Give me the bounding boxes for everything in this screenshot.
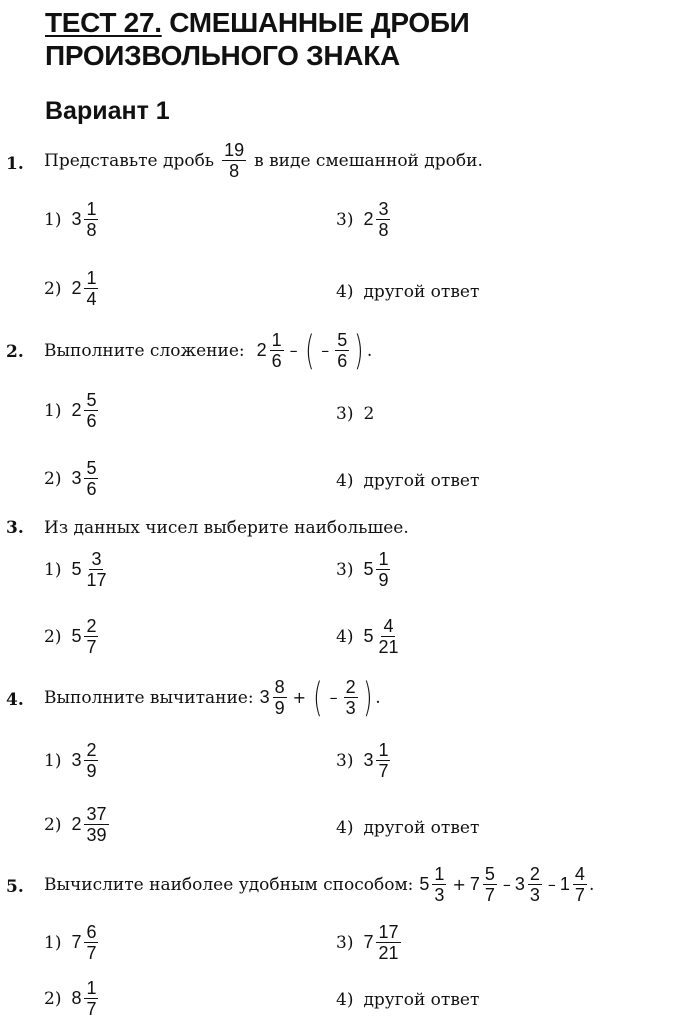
question-5-text: Вычислите наиболее удобным способом: 5 $\frac{1}{3}$ + 7 $\frac{5}{7}$ – 3 $\frac{2}{3}$ – 1 $\frac{4}{7}$ . [44, 864, 595, 905]
q3-option-2[interactable]: 2) 5 $\frac{2}{7}$ [44, 616, 97, 657]
q4-option-3[interactable]: 3) 3 $\frac{1}{7}$ [336, 740, 389, 781]
q5-text-1: Вычислите наиболее удобным способом: [44, 874, 414, 895]
option-fraction: $\frac{1}{4}$ [86, 268, 97, 309]
question-1-number: 1. [6, 154, 24, 174]
q1-option-1[interactable]: 1) 3 $\frac{1}{8}$ [44, 199, 97, 240]
q5-option-1[interactable]: 1) 7 $\frac{6}{7}$ [44, 922, 97, 963]
option-fraction: $\frac{2}{9}$ [86, 740, 97, 781]
q5-option-2[interactable]: 2) 8 $\frac{1}{7}$ [44, 978, 97, 1019]
question-4-number: 4. [6, 690, 24, 710]
option-fraction: $\frac{17}{21}$ [378, 922, 399, 963]
q5-option-4[interactable]: 4) другой ответ [336, 990, 480, 1010]
title-line-1 [45, 6, 470, 39]
question-1-text [44, 140, 483, 181]
q1-option-2[interactable]: 2) 2 $\frac{1}{4}$ [44, 268, 97, 309]
title-text: СМЕШАННЫЕ ДРОБИ [161, 7, 470, 38]
q1-option-3[interactable]: 3) 2 $\frac{3}{8}$ [336, 199, 389, 240]
option-fraction: $\frac{1}{8}$ [86, 199, 97, 240]
q3-option-4[interactable]: 4) 5 $\frac{4}{21}$ [336, 616, 399, 657]
option-fraction: $\frac{1}{7}$ [378, 740, 389, 781]
q1-fraction: $\frac{19}{8}$ [224, 140, 245, 181]
option-fraction: $\frac{1}{9}$ [378, 549, 389, 590]
q2-option-1[interactable]: 1) 2 $\frac{5}{6}$ [44, 390, 97, 431]
question-2-number: 2. [6, 342, 24, 362]
option-fraction: $\frac{5}{6}$ [86, 458, 97, 499]
title-line-2: ПРОИЗВОЛЬНОГО ЗНАКА [45, 40, 400, 71]
question-3-number: 3. [6, 518, 24, 538]
question-5-number: 5. [6, 877, 24, 897]
q2-text-1: Выполните сложение: [44, 340, 245, 361]
q1-text-2: в виде смешанной дроби. [254, 150, 483, 171]
q1-option-4[interactable]: 4) другой ответ [336, 282, 480, 302]
q4-text-1: Выполните вычитание: [44, 687, 254, 708]
question-2-text: Выполните сложение: 2 $\frac{1}{6}$ – ( – $\frac{5}{6}$ ) . [44, 327, 373, 374]
q4-option-4[interactable]: 4) другой ответ [336, 818, 480, 838]
option-fraction: $\frac{37}{39}$ [86, 804, 107, 845]
q4-option-1[interactable]: 1) 3 $\frac{2}{9}$ [44, 740, 97, 781]
test-title [45, 6, 470, 72]
option-fraction: $\frac{2}{7}$ [86, 616, 97, 657]
q2-option-4[interactable]: 4) другой ответ [336, 471, 480, 491]
q3-option-1[interactable]: 1) 5 $\frac{3}{17}$ [44, 549, 107, 590]
question-3-text: Из данных чисел выберите наибольшее. [44, 518, 409, 538]
option-fraction: $\frac{1}{7}$ [86, 978, 97, 1019]
option-fraction: $\frac{6}{7}$ [86, 922, 97, 963]
option-fraction: $\frac{5}{6}$ [86, 390, 97, 431]
option-fraction: $\frac{3}{8}$ [378, 199, 389, 240]
q4-option-2[interactable]: 2) 2 $\frac{37}{39}$ [44, 804, 107, 845]
q1-text-1: Представьте дробь [44, 150, 215, 171]
question-4-text: Выполните вычитание: 3 $\frac{8}{9}$ + ( – $\frac{2}{3}$ ) . [44, 674, 381, 721]
option-fraction: $\frac{4}{21}$ [378, 616, 399, 657]
q2-option-2[interactable]: 2) 3 $\frac{5}{6}$ [44, 458, 97, 499]
q3-option-3[interactable]: 3) 5 $\frac{1}{9}$ [336, 549, 389, 590]
option-fraction: $\frac{3}{17}$ [86, 549, 107, 590]
q5-option-3[interactable]: 3) 7 $\frac{17}{21}$ [336, 922, 399, 963]
q2-option-3[interactable]: 3) 2 [336, 404, 375, 424]
test-number: ТЕСТ 27. [45, 7, 162, 38]
variant-heading: Вариант 1 [45, 97, 170, 125]
